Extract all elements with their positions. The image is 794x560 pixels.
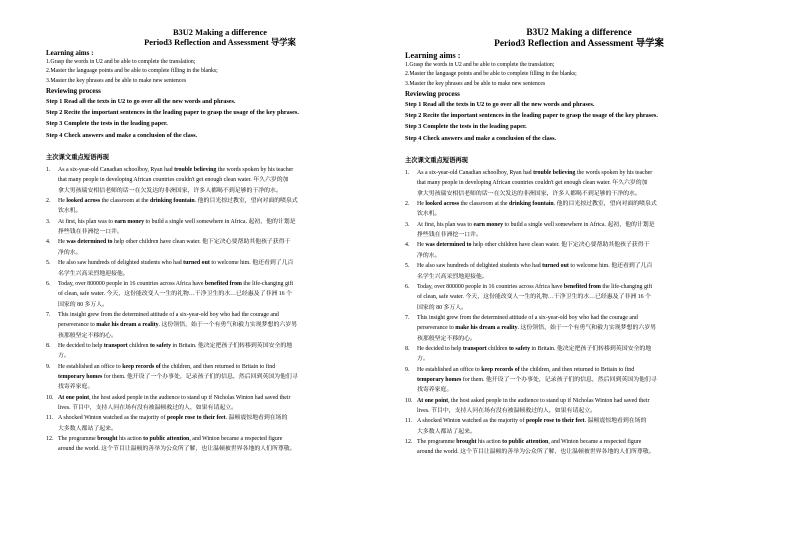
item-text [417, 396, 753, 417]
sentence-text: A shocked Winton watched as the majority of [417, 418, 526, 425]
sentence-text: . 温顿震惊地看到在场的 [225, 415, 288, 422]
item-number: 5. [46, 260, 51, 267]
sentence-text: At first, his plan was to [417, 221, 474, 228]
item-line [58, 217, 394, 227]
sentence-text: 饮水机。 [58, 208, 82, 215]
list-item [46, 393, 394, 414]
item-number: 12. [46, 436, 54, 443]
sentence-text: , and Winton became a respected figure [548, 439, 642, 446]
sentence-text: 名学生兴高采烈地迎接他。 [417, 273, 488, 280]
sentence-text: Today, over 800000 people in 16 countries across Africa have [417, 283, 564, 290]
item-text [58, 237, 394, 258]
sentence-text: the life-changing gift [600, 283, 653, 290]
key-phrase: keep records of [122, 363, 161, 370]
item-line [417, 209, 753, 219]
item-text [58, 341, 394, 362]
item-text [417, 365, 753, 396]
sentence-text: He decided to help [417, 345, 463, 352]
item-line [58, 227, 394, 237]
sentence-text: of clean, safe water. 今天，这份能改变人一生的礼物…干净卫生的水…已经惠及了非洲 16 个 [58, 291, 292, 298]
list-item [46, 413, 394, 434]
item-line [417, 282, 753, 292]
item-text [58, 165, 394, 196]
sentence-text: The programme [58, 436, 98, 443]
item-line [417, 230, 753, 240]
step-4: Step 4 Check answers and make a conclusion of the class. [46, 131, 198, 139]
sentence-text: his action [117, 436, 144, 443]
item-line [58, 341, 394, 351]
list-item [46, 310, 394, 341]
sentence-text: in Britain. 他决定把孩子们转移到英国安全的地 [171, 342, 293, 349]
key-phrase: people rose to their feet [525, 418, 585, 425]
item-line [58, 289, 394, 299]
item-line [417, 261, 753, 271]
step-1: Step 1 Read all the texts in U2 to go over all the new words and phrases. [46, 97, 236, 105]
sentence-text: the children, and then returned to Britain to find [160, 363, 276, 370]
item-text [58, 279, 394, 310]
key-phrase: to public attention [143, 436, 190, 443]
sentence-text: . 他的目光掠过教室，望向对面的喷泉式 [553, 201, 657, 208]
item-line [417, 375, 753, 385]
item-line [417, 313, 753, 323]
item-line [58, 237, 394, 247]
item-text [417, 199, 753, 220]
item-line [58, 186, 394, 196]
sentence-text: He also saw hundreds of delighted students who had [417, 263, 543, 270]
key-phrase: make his dream a reality [96, 322, 159, 329]
title-line-2: Period3 Reflection and Assessment 导学案 [144, 38, 296, 47]
sentence-text: He [58, 239, 67, 246]
sentence-text: children [127, 342, 150, 349]
sentence-text: around the world. 这个节目让温顿的善举为公众所了解，也让温顿被世界各地的人们所尊敬。 [58, 446, 296, 453]
list-item [46, 217, 394, 238]
item-line [58, 310, 394, 320]
sentence-text: 拿大男孩瑞安相信老师的话一在欠发达的非洲国家，许多人都喝不到足够的干净的水。 [58, 187, 282, 194]
sentence-text: Today, over 800000 people in 16 countries across Africa have [58, 280, 205, 287]
title-line-1: B3U2 Making a difference [526, 28, 632, 38]
process-heading: Reviewing process [46, 86, 101, 95]
sentence-list [405, 168, 753, 458]
item-number: 1. [405, 170, 410, 177]
sentence-text: , and Winton became a respected figure [189, 436, 283, 443]
sentence-text: perseverance to [58, 322, 97, 329]
aims-heading: Learning aims : [46, 49, 94, 57]
item-number: 10. [46, 394, 54, 401]
item-number: 3. [46, 218, 51, 225]
list-item [405, 344, 753, 365]
sentence-text: 孩那般坚定不移的心。 [417, 335, 476, 342]
sentence-text: 挣些钱在非洲挖一口井。 [417, 232, 482, 239]
item-number: 9. [405, 366, 410, 373]
item-line [417, 292, 753, 302]
list-item [405, 240, 753, 261]
item-number: 4. [46, 239, 51, 246]
sentence-text: the children, and then returned to Britain to find [519, 366, 635, 373]
list-item [46, 165, 394, 196]
key-phrase: At one point [58, 394, 90, 401]
item-line [417, 385, 753, 395]
list-item [405, 437, 753, 458]
item-line [417, 354, 753, 364]
sentence-text: 拿大男孩瑞安相信老师的话一在欠发达的非洲国家，许多人都喝不到足够的干净的水。 [417, 190, 641, 197]
sentence-text: , the host asked people in the audience to stand up if Nicholas Winton had saved their [448, 397, 650, 404]
key-phrase: transport [103, 342, 128, 349]
item-text [58, 310, 394, 341]
key-phrase: drinking fountain [509, 201, 554, 208]
item-number: 1. [46, 167, 51, 174]
item-line [417, 396, 753, 406]
step-3: Step 3 Complete the tests in the leading paper. [46, 120, 168, 128]
key-phrase: was determined to [66, 239, 113, 246]
item-line [417, 334, 753, 344]
left-page [46, 28, 394, 455]
sentence-text: 大多数人都站了起来。 [417, 428, 476, 435]
sentence-text: He [417, 201, 426, 208]
sentence-text: lives. 节目中，支持人问在场有没有被温顿救过的人，如果有请起立。 [58, 404, 238, 411]
sentence-text: the words spoken by his teacher [216, 167, 294, 174]
item-text [58, 362, 394, 393]
list-item [46, 341, 394, 362]
list-item [405, 365, 753, 396]
sentence-text: He established an office to [58, 363, 123, 370]
item-line [417, 437, 753, 447]
item-line [58, 165, 394, 175]
key-phrase: people rose to their feet [166, 415, 226, 422]
sentence-text: to build a single well somewhere in Africa. 起初，他的计划是 [503, 221, 655, 228]
sentence-text: . 这份领悟，始于一个有勇气和毅力实现梦想的六岁男 [158, 322, 298, 329]
item-text [417, 220, 753, 241]
item-line [417, 447, 753, 457]
key-phrase: brought [97, 436, 118, 443]
item-text [417, 168, 753, 199]
key-phrase: temporary homes [58, 373, 103, 380]
item-text [58, 434, 394, 455]
list-item [46, 362, 394, 393]
sentence-text: 找寄养家庭。 [417, 387, 453, 394]
review-heading: 主次课文重点短语再现 [405, 157, 468, 165]
key-phrase: drinking fountain [150, 198, 195, 205]
key-phrase: turned out [542, 263, 569, 270]
item-line [58, 320, 394, 330]
key-phrase: to public attention [502, 439, 549, 446]
list-item [405, 396, 753, 417]
sentence-text: lives. 节目中，支持人问在场有没有被温顿救过的人，如果有请起立。 [417, 407, 597, 414]
item-line [58, 434, 394, 444]
item-number: 2. [46, 198, 51, 205]
item-line [58, 300, 394, 310]
item-text [417, 240, 753, 261]
sentence-text: He also saw hundreds of delighted students who had [58, 260, 184, 267]
list-item [46, 434, 394, 455]
item-line [417, 199, 753, 209]
aim-3: 3.Master the key phrases and be able to make new sentences [46, 77, 187, 84]
key-phrase: was determined to [425, 242, 472, 249]
sentence-text: of clean, safe water. 今天，这份能改变人一生的礼物…干净卫生的水…已经惠及了非洲 16 个 [417, 294, 651, 301]
list-item [405, 416, 753, 437]
key-phrase: turned out [183, 260, 210, 267]
aim-3: 3.Master the key phrases and be able to make new sentences [405, 80, 546, 87]
item-number: 5. [405, 263, 410, 270]
item-text [58, 217, 394, 238]
key-phrase: keep records of [481, 366, 520, 373]
key-phrase: trouble believing [174, 167, 217, 174]
item-number: 4. [405, 242, 410, 249]
process-heading: Reviewing process [405, 89, 460, 98]
item-line [417, 251, 753, 261]
sentence-text: . 温顿震惊地看到在场的 [584, 418, 647, 425]
aim-1: 1.Grasp the words in U2 and be able to complete the translation; [46, 59, 196, 65]
item-text [58, 413, 394, 434]
sentence-list [46, 165, 394, 455]
sentence-text: 国家的 80 多万人。 [417, 304, 468, 311]
item-number: 10. [405, 397, 413, 404]
list-item [405, 220, 753, 241]
item-line [58, 248, 394, 258]
item-number: 8. [46, 342, 51, 349]
item-number: 2. [405, 201, 410, 208]
aim-2: 2.Master the language points and be able to complete filling in the blanks; [46, 68, 218, 75]
aim-2: 2.Master the language points and be able to complete filling in the blanks; [405, 71, 577, 78]
item-line [58, 351, 394, 361]
list-item [405, 313, 753, 344]
sentence-text: to welcome him. 他还看到了几百 [209, 260, 294, 267]
item-line [58, 269, 394, 279]
item-line [58, 279, 394, 289]
list-item [46, 196, 394, 217]
item-number: 8. [405, 345, 410, 352]
sentence-text: for them. 他开设了一个办事处，记录孩子们的信息，然后回到英国为他们寻 [102, 373, 298, 380]
item-line [417, 303, 753, 313]
item-line [417, 323, 753, 333]
item-line [58, 382, 394, 392]
sentence-text: He [58, 198, 67, 205]
key-phrase: make his dream a reality [455, 325, 518, 332]
step-1: Step 1 Read all the texts in U2 to go over all the new words and phrases. [405, 100, 595, 108]
step-2: Step 2 Recite the important sentences in the leading paper to grasp the usage of the key phrases. [46, 109, 299, 117]
sentence-text: As a six-year-old Canadian schoolboy, Ryan had [58, 167, 175, 174]
key-phrase: trouble believing [533, 170, 576, 177]
aims-heading: Learning aims : [405, 51, 461, 60]
key-phrase: benefited from [204, 280, 242, 287]
sentence-text: 净的水。 [58, 249, 82, 256]
key-phrase: benefited from [563, 283, 601, 290]
sentence-text: . 这份领悟，始于一个有勇气和毅力实现梦想的六岁男 [517, 325, 657, 332]
list-item [46, 237, 394, 258]
item-line [58, 258, 394, 268]
key-phrase: brought [456, 439, 477, 446]
item-line [58, 444, 394, 454]
sentence-text: A shocked Winton watched as the majority of [58, 415, 167, 422]
item-text [417, 344, 753, 365]
item-line [417, 416, 753, 426]
step-2: Step 2 Recite the important sentences in the leading paper to grasp the usage of the key phrases. [405, 112, 658, 120]
item-line [58, 175, 394, 185]
sentence-text: , the host asked people in the audience to stand up if Nicholas Winton had saved their [89, 394, 291, 401]
key-phrase: to safety [149, 342, 172, 349]
sentence-text: The programme [417, 439, 457, 446]
sentence-text: 饮水机。 [417, 211, 441, 218]
sentence-text: 挣些钱在非洲挖一口井。 [58, 229, 123, 236]
item-line [417, 365, 753, 375]
key-phrase: looked across [425, 201, 460, 208]
item-number: 7. [46, 311, 51, 318]
sentence-text: This insight grew from the determined attitude of a six-year-old boy who had the courage and [417, 314, 638, 321]
aim-1: 1.Grasp the words in U2 and be able to complete the translation; [405, 62, 555, 68]
sentence-text: children [486, 345, 509, 352]
item-text [417, 261, 753, 282]
sentence-text: 方。 [417, 356, 429, 363]
sentence-text: to welcome him. 他还看到了几百 [568, 263, 653, 270]
sentence-text: 净的水。 [417, 252, 441, 259]
item-number: 9. [46, 363, 51, 370]
item-line [58, 372, 394, 382]
sentence-text: 国家的 80 多万人。 [58, 301, 109, 308]
item-text [417, 282, 753, 313]
sentence-text: his action [476, 439, 503, 446]
key-phrase: temporary homes [417, 376, 462, 383]
item-line [58, 206, 394, 216]
sentence-text: that many people in developing African countries couldn't get enough clean water. 年久六岁的加 [417, 180, 648, 187]
list-item [405, 282, 753, 313]
item-line [417, 344, 753, 354]
sentence-text: 孩那般坚定不移的心。 [58, 332, 117, 339]
sentence-text: 找寄养家庭。 [58, 384, 94, 391]
key-phrase: to safety [508, 345, 531, 352]
sentence-text: for them. 他开设了一个办事处，记录孩子们的信息，然后回到英国为他们寻 [461, 376, 657, 383]
item-number: 6. [46, 280, 51, 287]
list-item [405, 168, 753, 199]
item-line [58, 393, 394, 403]
sentence-text: the classroom at the [100, 198, 151, 205]
sentence-text: the classroom at the [459, 201, 510, 208]
item-number: 6. [405, 283, 410, 290]
item-text [58, 196, 394, 217]
step-4: Step 4 Check answers and make a conclusion of the class. [405, 134, 557, 142]
item-number: 11. [405, 418, 413, 425]
sentence-text: 名学生兴高采烈地迎接他。 [58, 270, 129, 277]
item-text [417, 416, 753, 437]
item-text [58, 393, 394, 414]
right-page [405, 28, 753, 458]
sentence-text: As a six-year-old Canadian schoolboy, Ryan had [417, 170, 534, 177]
key-phrase: At one point [417, 397, 449, 404]
sentence-text: perseverance to [417, 325, 456, 332]
sentence-text: At first, his plan was to [58, 218, 115, 225]
item-line [417, 406, 753, 416]
item-line [417, 220, 753, 230]
list-item [405, 199, 753, 220]
item-line [417, 240, 753, 250]
item-line [417, 168, 753, 178]
key-phrase: transport [462, 345, 487, 352]
item-line [58, 362, 394, 372]
list-item [46, 258, 394, 279]
sentence-text: He established an office to [417, 366, 482, 373]
sentence-text: the words spoken by his teacher [575, 170, 653, 177]
list-item [46, 279, 394, 310]
title-line-1: B3U2 Making a difference [172, 28, 268, 37]
key-phrase: earn money [114, 218, 145, 225]
item-text [58, 258, 394, 279]
sentence-text: that many people in developing African countries couldn't get enough clean water. 年久六岁的加 [58, 177, 289, 184]
item-text [417, 437, 753, 458]
sentence-text: to build a single well somewhere in Africa. 起初，他的计划是 [144, 218, 296, 225]
sentence-text: This insight grew from the determined attitude of a six-year-old boy who had the courage and [58, 311, 279, 318]
item-line [417, 427, 753, 437]
item-number: 11. [46, 415, 54, 422]
sentence-text: in Britain. 他决定把孩子们转移到英国安全的地 [530, 345, 652, 352]
item-line [417, 178, 753, 188]
item-text [417, 313, 753, 344]
item-line [58, 331, 394, 341]
step-3: Step 3 Complete the tests in the leading paper. [405, 123, 527, 131]
item-number: 12. [405, 439, 413, 446]
sentence-text: He [417, 242, 426, 249]
item-line [58, 424, 394, 434]
key-phrase: earn money [473, 221, 504, 228]
list-item [405, 261, 753, 282]
sentence-text: . 他的目光掠过教室，望向对面的喷泉式 [194, 198, 298, 205]
item-line [417, 272, 753, 282]
title-line-2: Period3 Reflection and Assessment 导学案 [494, 39, 664, 49]
sentence-text: help other children have clean water. 他下定决心要帮助其他孩子获得干 [471, 242, 650, 249]
sentence-text: 大多数人都站了起来。 [58, 425, 117, 432]
key-phrase: looked across [66, 198, 101, 205]
item-number: 3. [405, 221, 410, 228]
sentence-text: He decided to help [58, 342, 104, 349]
sentence-text: the life-changing gift [241, 280, 294, 287]
item-line [58, 196, 394, 206]
item-number: 7. [405, 314, 410, 321]
item-line [58, 403, 394, 413]
sentence-text: 方。 [58, 353, 70, 360]
item-line [58, 413, 394, 423]
review-heading: 主次课文重点短语再现 [46, 154, 109, 162]
item-line [417, 189, 753, 199]
sentence-text: around the world. 这个节目让温顿的善举为公众所了解，也让温顿被世界各地的人们所尊敬。 [417, 449, 655, 456]
sentence-text: help other children have clean water. 他下定决心要帮助其他孩子获得干 [112, 239, 291, 246]
